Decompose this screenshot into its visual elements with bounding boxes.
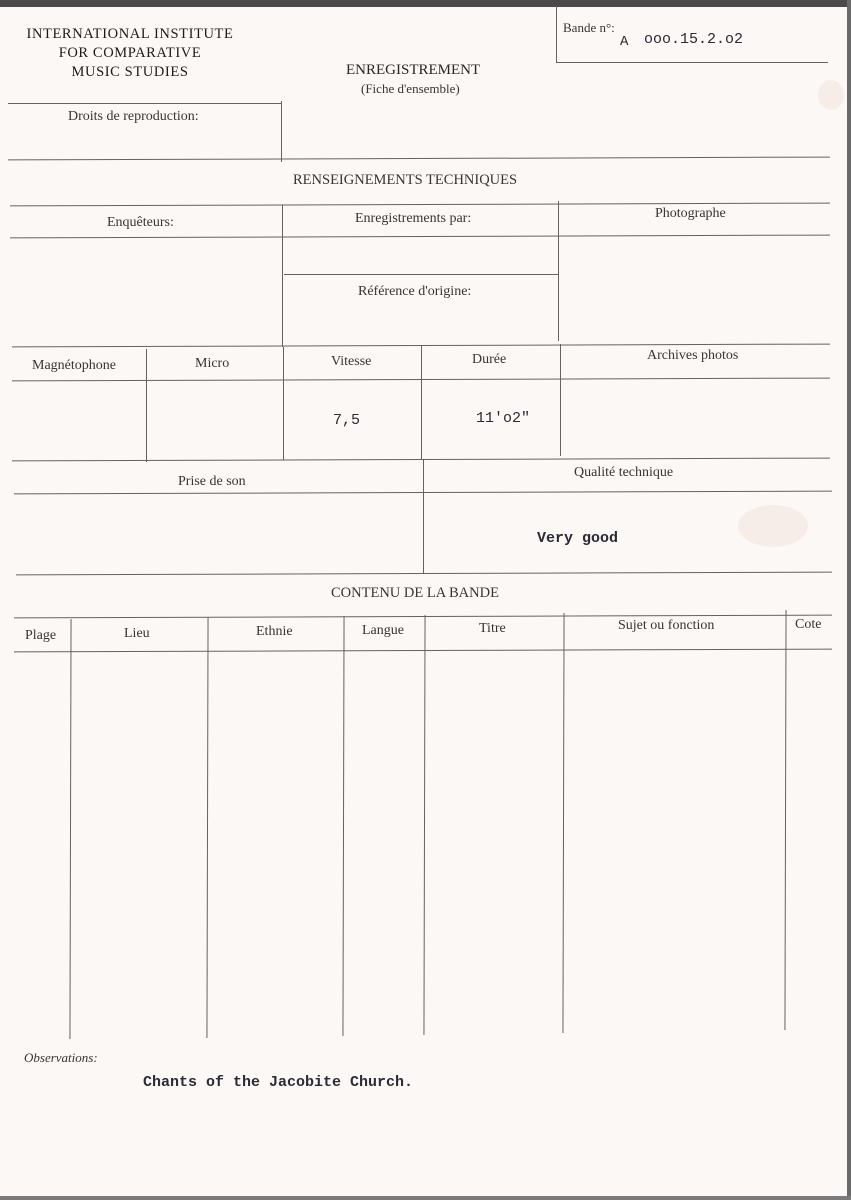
col-divider-1: [282, 205, 283, 347]
column-header-langue: Langue: [362, 623, 404, 638]
column-header-sujet: Sujet ou fonction: [618, 618, 715, 633]
investigators-label: Enquêteurs:: [107, 215, 174, 230]
contents-section-title: CONTENU DE LA BANDE: [331, 585, 499, 601]
contents-col-divider-6: [784, 610, 786, 1030]
duration-value: 11'o2": [476, 410, 531, 427]
contents-col-divider-5: [562, 613, 564, 1033]
quality-label: Qualité technique: [574, 465, 674, 480]
column-header-cote: Cote: [795, 617, 822, 632]
col-divider-6: [560, 344, 561, 456]
contents-col-divider-4: [423, 615, 425, 1035]
contents-col-divider-3: [342, 616, 344, 1036]
recorded-by-label: Enregistrements par:: [355, 211, 472, 226]
col-divider-2: [558, 201, 559, 341]
technical-section-title: RENSEIGNEMENTS TECHNIQUES: [293, 172, 518, 188]
contents-header-rule: [14, 649, 832, 653]
scan-edge-right: [847, 0, 851, 1200]
rights-top-rule: [8, 103, 281, 104]
equipment-bottom-rule: [12, 458, 830, 462]
paper-stain: [738, 505, 808, 547]
speed-value: 7,5: [333, 412, 361, 429]
institute-line-2: FOR COMPARATIVE: [58, 45, 202, 61]
tape-box-left: [556, 6, 557, 63]
tape-number-value: ooo.15.2.o2: [644, 31, 744, 48]
sound-capture-label: Prise de son: [178, 474, 246, 489]
column-header-ethnie: Ethnie: [256, 624, 293, 639]
photographer-label: Photographe: [655, 206, 726, 221]
rights-label: Droits de reproduction:: [68, 109, 199, 124]
original-ref-label: Référence d'origine:: [358, 284, 472, 299]
column-header-titre: Titre: [479, 621, 506, 636]
rights-bottom-rule: [8, 157, 830, 161]
speed-label: Vitesse: [331, 354, 372, 369]
col-divider-5: [421, 346, 422, 459]
paper-stain: [818, 80, 844, 110]
scan-edge-top: [0, 0, 851, 7]
observations-label: Observations:: [24, 1050, 98, 1065]
technical-bottom-rule: [16, 572, 832, 576]
tape-number-prefix: A: [620, 34, 629, 50]
col-divider-3: [146, 349, 147, 462]
form-subtitle: (Fiche d'ensemble): [361, 81, 460, 96]
rights-divider: [281, 101, 282, 162]
recorder-label: Magnétophone: [32, 358, 116, 373]
technical-header-rule: [10, 235, 830, 239]
form-title: ENREGISTREMENT: [346, 62, 481, 78]
tape-box-bottom: [556, 62, 828, 63]
column-header-lieu: Lieu: [124, 626, 150, 641]
contents-col-divider-1: [69, 619, 71, 1039]
institute-line-1: INTERNATIONAL INSTITUTE: [26, 26, 234, 42]
photo-archive-label: Archives photos: [647, 348, 739, 363]
col-divider-4: [283, 347, 284, 460]
column-header-plage: Plage: [25, 628, 57, 643]
duration-label: Durée: [472, 352, 507, 367]
scan-edge-bottom: [0, 1196, 851, 1200]
institute-line-3: MUSIC STUDIES: [71, 64, 189, 80]
mic-label: Micro: [195, 356, 230, 371]
quality-value: Very good: [537, 530, 619, 547]
original-ref-rule: [284, 274, 558, 275]
tape-number-label: Bande n°:: [563, 20, 615, 35]
col-divider-7: [423, 459, 424, 573]
contents-col-divider-2: [206, 617, 208, 1038]
observations-value: Chants of the Jacobite Church.: [143, 1074, 414, 1091]
